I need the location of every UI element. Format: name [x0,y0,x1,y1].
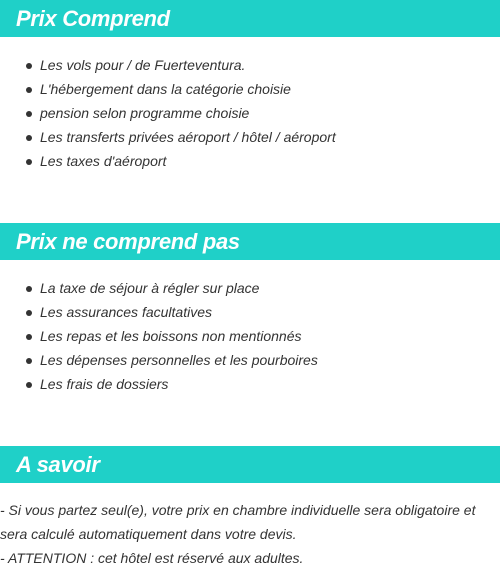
bullet-icon [26,63,32,69]
bullet-icon [26,159,32,165]
list-item-text: Les dépenses personnelles et les pourboires [40,352,318,368]
bullet-icon [26,334,32,340]
info-line: - Si vous partez seul(e), votre prix en chambre individuelle sera obligatoire et sera calculé automatiquement dans votre devis. [0,502,476,542]
list-item [0,53,336,77]
list-item-text: Les taxes d'aéroport [40,153,167,169]
list-item [0,77,336,101]
bullet-icon [26,286,32,292]
list-item [0,348,318,372]
list-item-text: Les frais de dossiers [40,376,169,392]
bullet-icon [26,382,32,388]
bullet-icon [26,87,32,93]
list-item [0,372,318,396]
list-item [0,125,336,149]
section-title: Prix ne comprend pas [16,228,240,254]
section-title: A savoir [16,451,100,477]
list-item [0,101,336,125]
list-item-text: Les vols pour / de Fuerteventura. [40,57,246,73]
section-header-a-savoir [0,446,500,483]
list-item-text: La taxe de séjour à régler sur place [40,280,260,296]
section-header-prix-comprend [0,0,500,37]
list-item-text: Les transferts privées aéroport / hôtel / aéroport [40,129,336,145]
bullet-icon [26,310,32,316]
info-text [0,498,500,570]
list-item-text: pension selon programme choisie [40,105,250,121]
info-line: - ATTENTION : cet hôtel est réservé aux adultes. [0,550,304,566]
section-title: Prix Comprend [16,5,170,31]
section-header-prix-ne-comprend-pas [0,223,500,260]
list-item-text: Les repas et les boissons non mentionnés [40,328,302,344]
list-item [0,149,336,173]
included-list [0,53,336,173]
list-item [0,324,318,348]
excluded-list [0,276,318,396]
list-item [0,300,318,324]
list-item [0,276,318,300]
bullet-icon [26,358,32,364]
list-item-text: L'hébergement dans la catégorie choisie [40,81,291,97]
bullet-icon [26,135,32,141]
list-item-text: Les assurances facultatives [40,304,212,320]
bullet-icon [26,111,32,117]
